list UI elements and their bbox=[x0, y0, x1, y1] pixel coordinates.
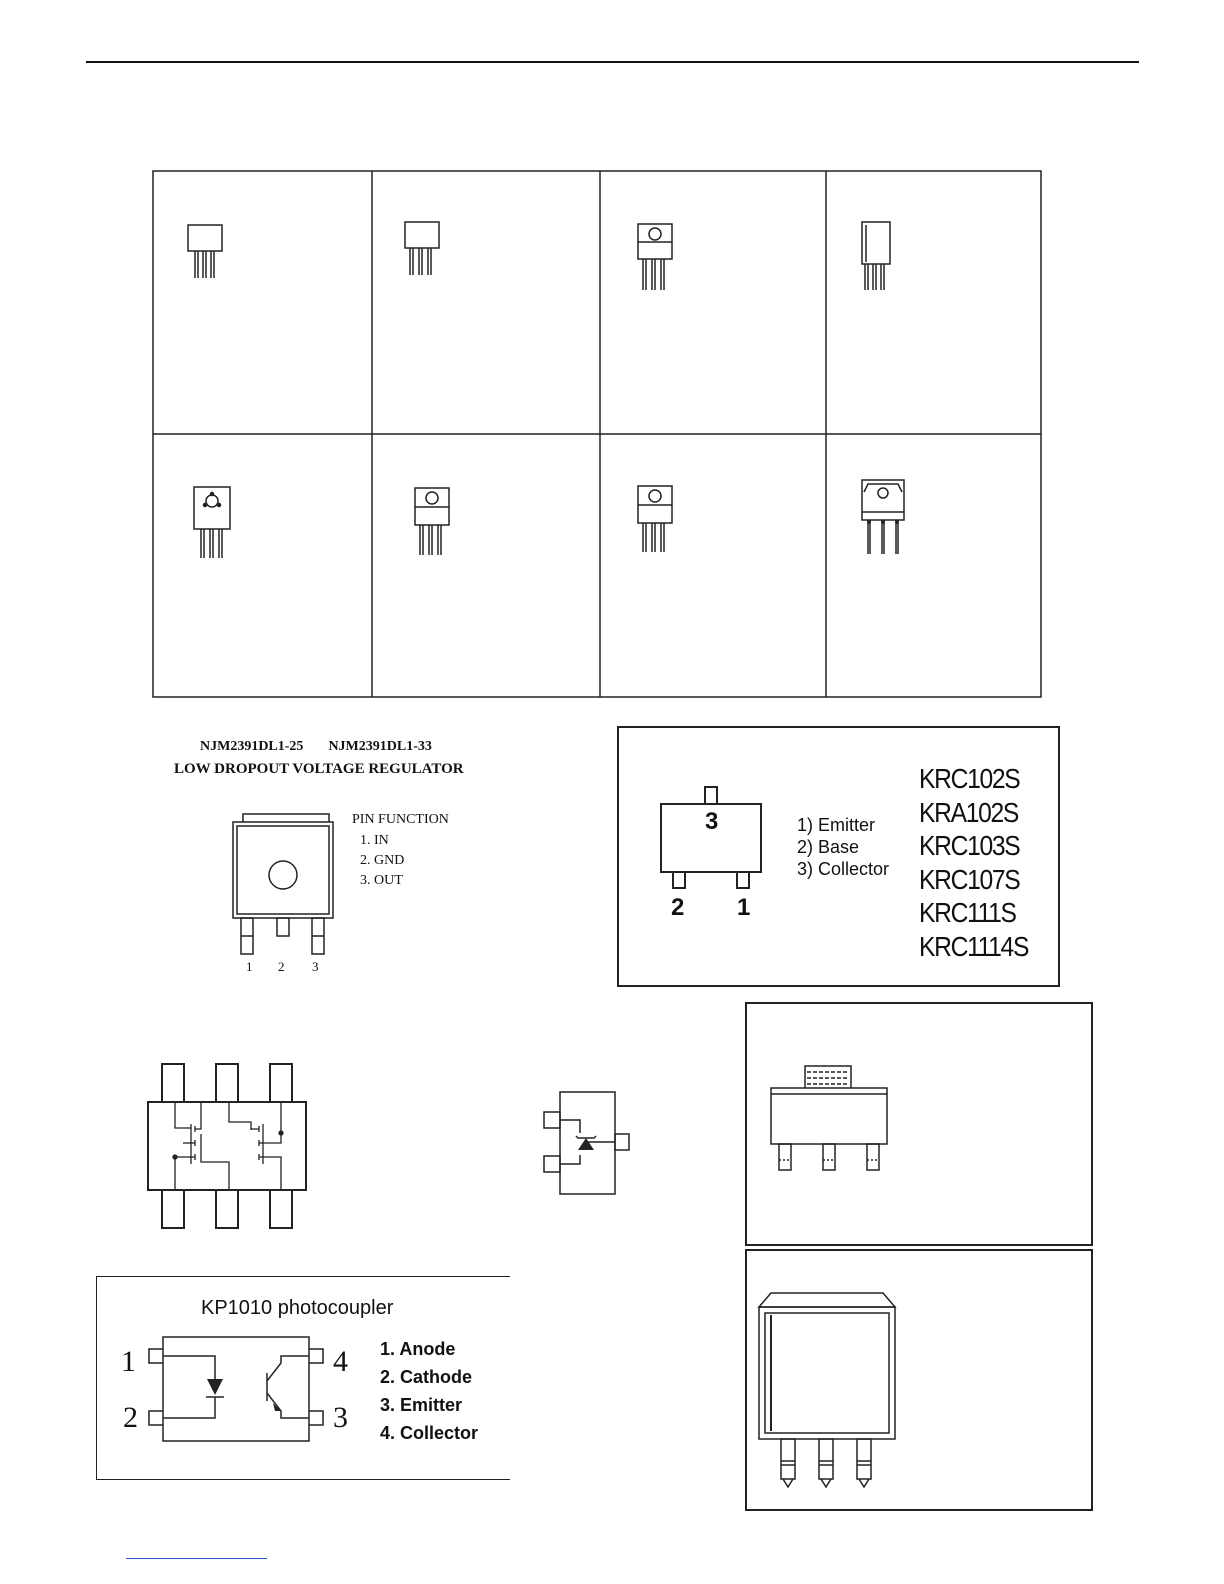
regulator-pin-number-1: 1 bbox=[246, 959, 253, 974]
package-icon-1 bbox=[188, 225, 222, 278]
sot23-part-1: KRC102S bbox=[919, 763, 1020, 794]
sot223-outline bbox=[767, 1060, 892, 1180]
zener-drawing bbox=[540, 1088, 635, 1198]
photocoupler-outline bbox=[145, 1333, 329, 1449]
regulator-title: LOW DROPOUT VOLTAGE REGULATOR bbox=[174, 761, 464, 777]
dual-mosfet-drawing bbox=[145, 1062, 310, 1232]
sot23-panel bbox=[617, 726, 1060, 987]
dual-mosfet-svg bbox=[145, 1062, 310, 1232]
sot23-pin-left: 2 bbox=[671, 894, 685, 921]
package-grid bbox=[152, 170, 1042, 698]
package-icon-3 bbox=[638, 224, 672, 290]
package-icon-2 bbox=[405, 222, 439, 275]
package-icon-7 bbox=[638, 486, 672, 552]
sot23-pin-top: 3 bbox=[705, 808, 719, 835]
photocoupler-pin-number-1: 1 bbox=[121, 1345, 136, 1378]
regulator-part-a: NJM2391DL1-25 bbox=[200, 739, 304, 754]
photocoupler-pin-number-3: 3 bbox=[333, 1401, 348, 1434]
regulator-pin-number-3: 3 bbox=[312, 959, 319, 974]
footer-link-underline bbox=[126, 1558, 267, 1559]
regulator-pin-3: 3. OUT bbox=[360, 873, 403, 888]
regulator-pin-1: 1. IN bbox=[360, 833, 389, 848]
sot23-pin-label-3: 3) Collector bbox=[797, 859, 890, 879]
regulator-part-numbers bbox=[200, 739, 520, 755]
photocoupler-pin-number-4: 4 bbox=[333, 1345, 348, 1378]
photocoupler-pin-label-2: 2. Cathode bbox=[380, 1367, 473, 1387]
regulator-package-drawing bbox=[225, 808, 345, 958]
sot23-part-2: KRA102S bbox=[919, 796, 1018, 828]
sot23-part-4: KRC107S bbox=[919, 863, 1020, 895]
zener-svg bbox=[540, 1088, 635, 1198]
photocoupler-pin-label-1: 1. Anode bbox=[380, 1339, 456, 1359]
sot23-pin-label-2: 2) Base bbox=[797, 837, 860, 857]
pin-function-title: PIN FUNCTION bbox=[352, 812, 449, 827]
regulator-pin-2: 2. GND bbox=[360, 853, 405, 868]
photocoupler-pin-number-2: 2 bbox=[123, 1401, 138, 1434]
regulator-pin-number-2: 2 bbox=[278, 959, 285, 974]
dpak-outline bbox=[225, 808, 345, 958]
package-icon-5 bbox=[194, 487, 230, 558]
sot23-outline bbox=[659, 784, 769, 894]
photocoupler-pin-label-3: 3. Emitter bbox=[380, 1395, 463, 1415]
regulator-part-b: NJM2391DL1-33 bbox=[328, 739, 432, 754]
sot23-pin-label-1: 1) Emitter bbox=[797, 815, 876, 835]
package-icon-6 bbox=[415, 488, 449, 555]
sot223-panel bbox=[745, 1002, 1093, 1246]
sot23-part-list bbox=[919, 762, 1028, 963]
package-icon-8 bbox=[862, 480, 904, 554]
sot23-part-6: KRC1114S bbox=[919, 930, 1029, 962]
sot23-part-3: KRC103S bbox=[919, 830, 1020, 861]
sot23-part-5: KRC111S bbox=[919, 897, 1016, 928]
to263-panel bbox=[745, 1249, 1093, 1511]
header-rule bbox=[86, 61, 1139, 63]
photocoupler-title: KP1010 photocoupler bbox=[201, 1297, 394, 1319]
package-icon-4 bbox=[862, 222, 890, 290]
package-grid-svg bbox=[152, 170, 1042, 698]
to263-outline bbox=[757, 1289, 907, 1499]
sot23-pin-right: 1 bbox=[737, 894, 751, 921]
photocoupler-panel bbox=[96, 1276, 510, 1480]
photocoupler-pin-label-4: 4. Collector bbox=[380, 1423, 479, 1443]
